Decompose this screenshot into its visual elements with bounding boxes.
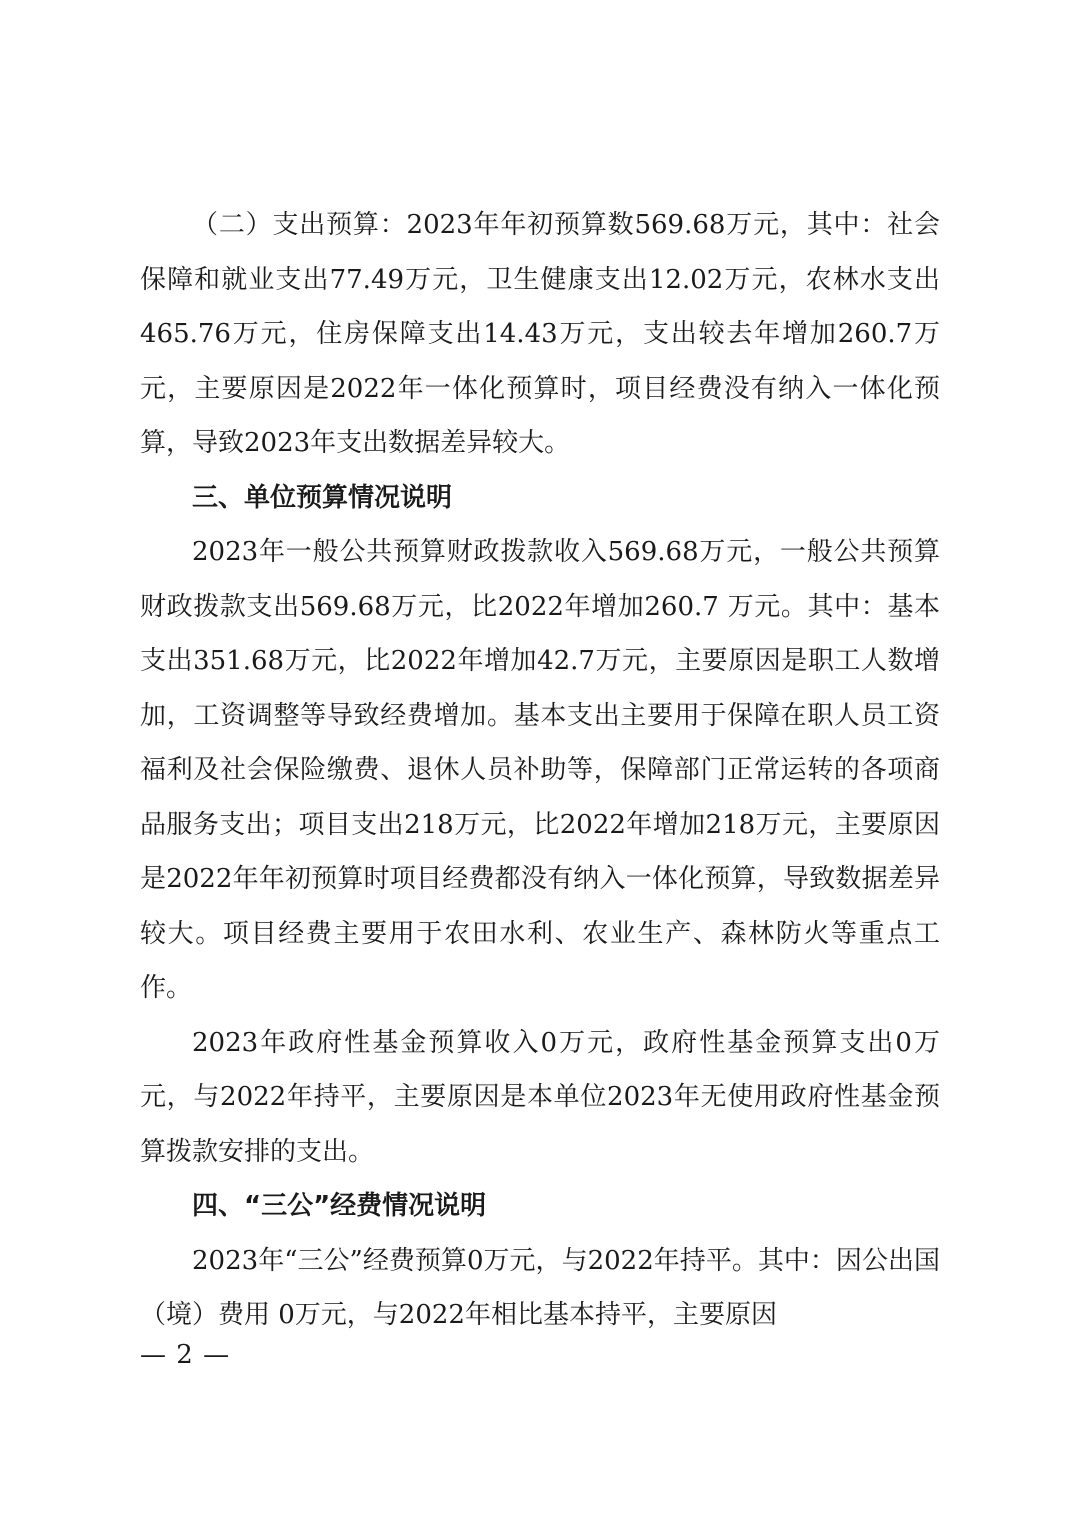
section-heading-unit-budget: 三、单位预算情况说明 [192,482,453,513]
paragraph-government-fund-budget: 2023年政府性基金预算收入0万元，政府性基金预算支出0万元，与2022年持平，主要原因是本单位2023年无使用政府性基金预算拨款安排的支出。 [140,1027,940,1167]
section-heading-three-public: 四、“三公”经费情况说明 [192,1191,487,1221]
document-body [140,198,940,1343]
paragraph-general-public-budget: 2023年一般公共预算财政拨款收入569.68万元，一般公共预算财政拨款支出569.68万元，比2022年增加260.7 万元。其中：基本支出351.68万元，比2022年增加42.7万元，主要原因是职工人数增加，工资调整等导致经费增加。基本支出主要用于保障在职人员工资福利及社会保险缴费、退休人员补助等，保障部门正常运转的各项商品服务支出；项目支出218万元，比2022年增加218万元，主要原因是2022年年初预算时项目经费都没有纳入一体化预算，导致数据差异较大。项目经费主要用于农田水利、农业生产、森林防火等重点工作。 [140,537,940,1003]
page-number: — 2 — [140,1340,231,1370]
paragraph-expenditure-budget: （二）支出预算：2023年年初预算数569.68万元，其中：社会保障和就业支出77.49万元，卫生健康支出12.02万元，农林水支出465.76万元，住房保障支出14.43万元，支出较去年增加260.7万元，主要原因是2022年一体化预算时，项目经费没有纳入一体化预算，导致2023年支出数据差异较大。 [140,210,940,458]
paragraph-three-public-expenses: 2023年“三公”经费预算0万元，与2022年持平。其中：因公出国（境）费用 0万元，与2022年相比基本持平，主要原因 [140,1245,940,1330]
